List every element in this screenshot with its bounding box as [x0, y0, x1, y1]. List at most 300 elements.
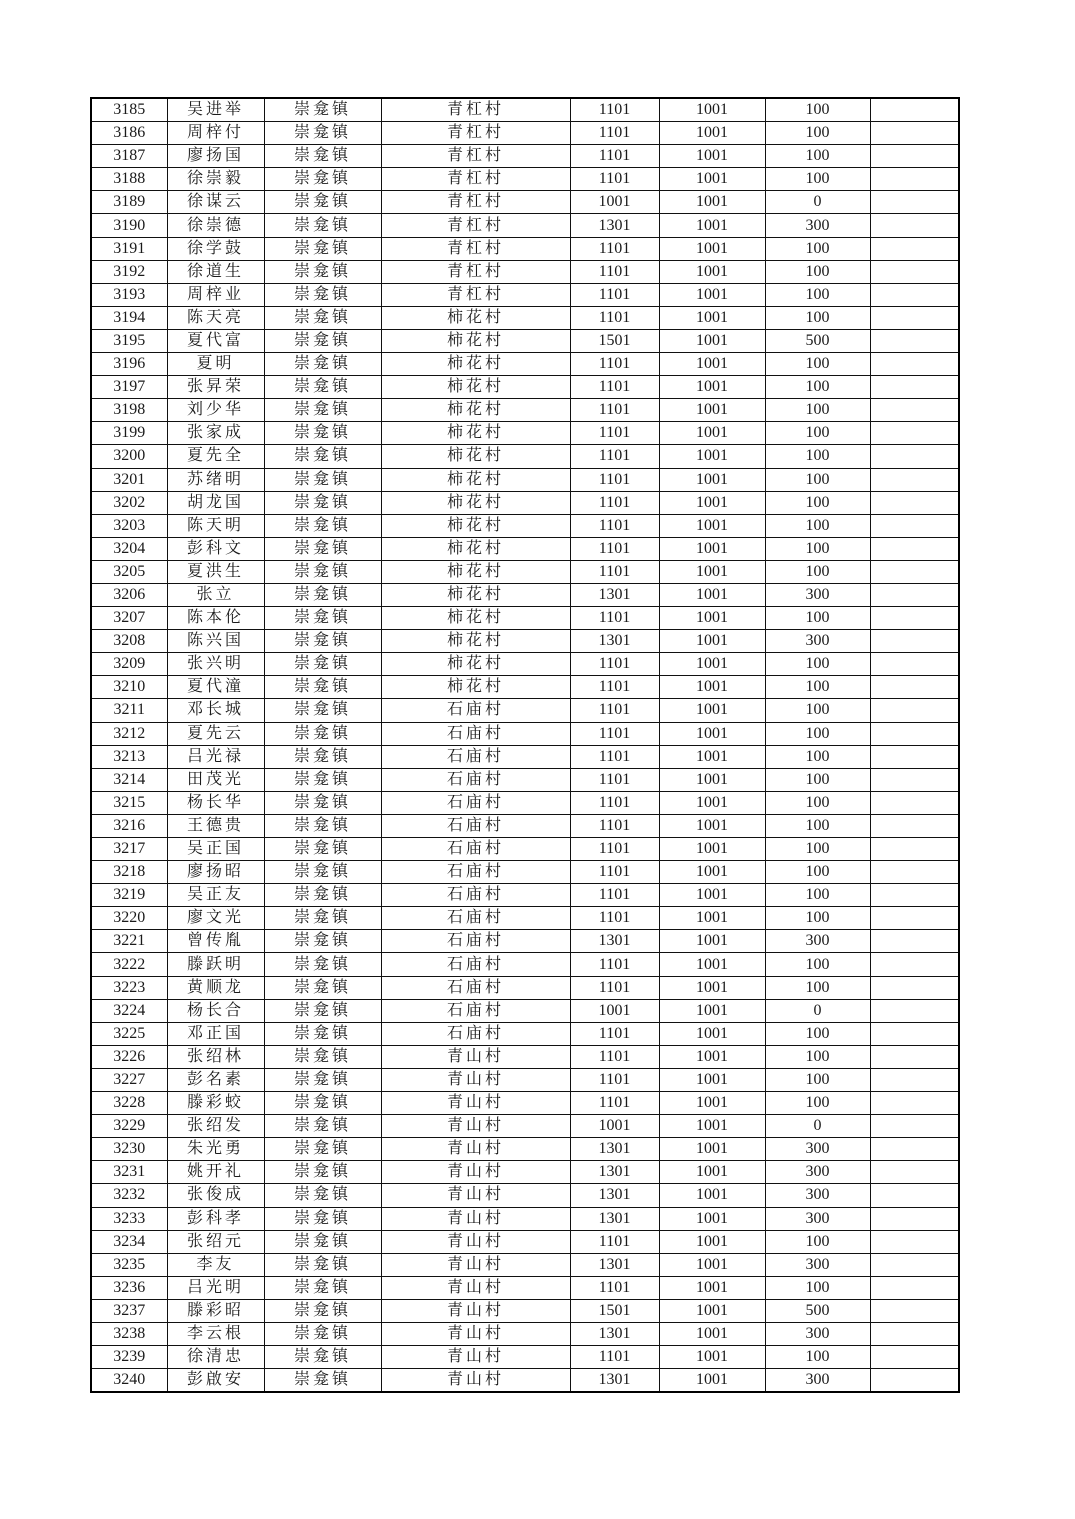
person-name-cell: 张家成: [167, 422, 264, 445]
difference-cell: 100: [765, 560, 870, 583]
value-b-cell: 1001: [659, 376, 765, 399]
row-number-cell: 3196: [91, 353, 167, 376]
table-row: [91, 1068, 959, 1091]
value-a-cell: 1101: [570, 422, 659, 445]
village-cell: 石庙村: [381, 930, 570, 953]
note-cell: [870, 1230, 959, 1253]
difference-cell: 500: [765, 329, 870, 352]
town-cell: 崇龛镇: [264, 376, 381, 399]
value-a-cell: 1501: [570, 1299, 659, 1322]
note-cell: [870, 1322, 959, 1345]
row-number-cell: 3220: [91, 907, 167, 930]
value-a-cell: 1301: [570, 1161, 659, 1184]
value-b-cell: 1001: [659, 1092, 765, 1115]
row-number-cell: 3230: [91, 1138, 167, 1161]
value-b-cell: 1001: [659, 1115, 765, 1138]
value-b-cell: 1001: [659, 560, 765, 583]
note-cell: [870, 1253, 959, 1276]
value-b-cell: 1001: [659, 653, 765, 676]
village-cell: 青山村: [381, 1138, 570, 1161]
note-cell: [870, 260, 959, 283]
village-cell: 青杠村: [381, 98, 570, 122]
table-row: [91, 1138, 959, 1161]
person-name-cell: 朱光勇: [167, 1138, 264, 1161]
value-b-cell: 1001: [659, 237, 765, 260]
row-number-cell: 3224: [91, 999, 167, 1022]
note-cell: [870, 168, 959, 191]
person-name-cell: 徐谋云: [167, 191, 264, 214]
person-name-cell: 陈天明: [167, 514, 264, 537]
person-name-cell: 曾传胤: [167, 930, 264, 953]
person-name-cell: 吕光禄: [167, 745, 264, 768]
value-b-cell: 1001: [659, 861, 765, 884]
difference-cell: 100: [765, 145, 870, 168]
town-cell: 崇龛镇: [264, 98, 381, 122]
value-b-cell: 1001: [659, 768, 765, 791]
town-cell: 崇龛镇: [264, 468, 381, 491]
value-a-cell: 1301: [570, 583, 659, 606]
value-b-cell: 1001: [659, 191, 765, 214]
note-cell: [870, 930, 959, 953]
town-cell: 崇龛镇: [264, 745, 381, 768]
note-cell: [870, 699, 959, 722]
person-name-cell: 刘少华: [167, 399, 264, 422]
value-b-cell: 1001: [659, 468, 765, 491]
difference-cell: 100: [765, 676, 870, 699]
note-cell: [870, 1346, 959, 1369]
difference-cell: 100: [765, 884, 870, 907]
row-number-cell: 3213: [91, 745, 167, 768]
value-a-cell: 1101: [570, 1045, 659, 1068]
note-cell: [870, 1092, 959, 1115]
town-cell: 崇龛镇: [264, 1115, 381, 1138]
value-b-cell: 1001: [659, 699, 765, 722]
town-cell: 崇龛镇: [264, 1299, 381, 1322]
value-a-cell: 1101: [570, 745, 659, 768]
person-name-cell: 滕彩昭: [167, 1299, 264, 1322]
town-cell: 崇龛镇: [264, 353, 381, 376]
value-b-cell: 1001: [659, 676, 765, 699]
person-name-cell: 吴正国: [167, 838, 264, 861]
person-name-cell: 徐学鼓: [167, 237, 264, 260]
note-cell: [870, 1138, 959, 1161]
difference-cell: 300: [765, 583, 870, 606]
difference-cell: 0: [765, 1115, 870, 1138]
town-cell: 崇龛镇: [264, 168, 381, 191]
village-cell: 柿花村: [381, 514, 570, 537]
difference-cell: 100: [765, 306, 870, 329]
difference-cell: 300: [765, 630, 870, 653]
value-a-cell: 1101: [570, 98, 659, 122]
value-a-cell: 1101: [570, 283, 659, 306]
note-cell: [870, 583, 959, 606]
person-name-cell: 邓长城: [167, 699, 264, 722]
value-a-cell: 1101: [570, 676, 659, 699]
value-b-cell: 1001: [659, 1322, 765, 1345]
note-cell: [870, 814, 959, 837]
row-number-cell: 3189: [91, 191, 167, 214]
person-name-cell: 夏先全: [167, 445, 264, 468]
row-number-cell: 3222: [91, 953, 167, 976]
difference-cell: 100: [765, 1230, 870, 1253]
village-cell: 石庙村: [381, 768, 570, 791]
value-a-cell: 1101: [570, 445, 659, 468]
town-cell: 崇龛镇: [264, 422, 381, 445]
difference-cell: 100: [765, 768, 870, 791]
value-b-cell: 1001: [659, 329, 765, 352]
value-a-cell: 1101: [570, 1346, 659, 1369]
value-b-cell: 1001: [659, 1230, 765, 1253]
note-cell: [870, 999, 959, 1022]
person-name-cell: 滕彩蛟: [167, 1092, 264, 1115]
value-a-cell: 1101: [570, 976, 659, 999]
town-cell: 崇龛镇: [264, 537, 381, 560]
row-number-cell: 3231: [91, 1161, 167, 1184]
village-cell: 石庙村: [381, 999, 570, 1022]
town-cell: 崇龛镇: [264, 122, 381, 145]
table-row: [91, 1092, 959, 1115]
row-number-cell: 3211: [91, 699, 167, 722]
person-name-cell: 张绍发: [167, 1115, 264, 1138]
difference-cell: 300: [765, 1369, 870, 1393]
person-name-cell: 夏洪生: [167, 560, 264, 583]
table-row: [91, 630, 959, 653]
village-cell: 柿花村: [381, 353, 570, 376]
difference-cell: 100: [765, 976, 870, 999]
person-name-cell: 陈天亮: [167, 306, 264, 329]
person-name-cell: 彭名素: [167, 1068, 264, 1091]
village-cell: 柿花村: [381, 491, 570, 514]
row-number-cell: 3240: [91, 1369, 167, 1393]
table-row: [91, 1161, 959, 1184]
row-number-cell: 3229: [91, 1115, 167, 1138]
row-number-cell: 3238: [91, 1322, 167, 1345]
note-cell: [870, 1115, 959, 1138]
row-number-cell: 3218: [91, 861, 167, 884]
person-name-cell: 张绍元: [167, 1230, 264, 1253]
value-b-cell: 1001: [659, 607, 765, 630]
village-cell: 柿花村: [381, 607, 570, 630]
town-cell: 崇龛镇: [264, 1230, 381, 1253]
table-row: [91, 1022, 959, 1045]
difference-cell: 100: [765, 953, 870, 976]
person-name-cell: 夏明: [167, 353, 264, 376]
table-row: [91, 1276, 959, 1299]
difference-cell: 300: [765, 1161, 870, 1184]
note-cell: [870, 653, 959, 676]
value-a-cell: 1101: [570, 722, 659, 745]
table-row: [91, 699, 959, 722]
value-b-cell: 1001: [659, 1369, 765, 1393]
value-a-cell: 1101: [570, 1276, 659, 1299]
village-cell: 青山村: [381, 1276, 570, 1299]
difference-cell: 100: [765, 861, 870, 884]
table-row: [91, 1045, 959, 1068]
row-number-cell: 3192: [91, 260, 167, 283]
difference-cell: 0: [765, 999, 870, 1022]
difference-cell: 100: [765, 237, 870, 260]
village-cell: 青山村: [381, 1346, 570, 1369]
value-a-cell: 1301: [570, 1322, 659, 1345]
value-a-cell: 1101: [570, 260, 659, 283]
town-cell: 崇龛镇: [264, 861, 381, 884]
roster-table-body: [91, 98, 959, 1392]
value-b-cell: 1001: [659, 745, 765, 768]
note-cell: [870, 607, 959, 630]
table-row: [91, 468, 959, 491]
village-cell: 石庙村: [381, 1022, 570, 1045]
table-row: [91, 861, 959, 884]
value-b-cell: 1001: [659, 1045, 765, 1068]
value-a-cell: 1301: [570, 1184, 659, 1207]
note-cell: [870, 884, 959, 907]
value-b-cell: 1001: [659, 1253, 765, 1276]
town-cell: 崇龛镇: [264, 953, 381, 976]
table-row: [91, 514, 959, 537]
village-cell: 青杠村: [381, 260, 570, 283]
village-cell: 柿花村: [381, 422, 570, 445]
table-row: [91, 676, 959, 699]
table-row: [91, 260, 959, 283]
town-cell: 崇龛镇: [264, 1184, 381, 1207]
person-name-cell: 杨长华: [167, 791, 264, 814]
difference-cell: 100: [765, 422, 870, 445]
person-name-cell: 廖扬昭: [167, 861, 264, 884]
village-cell: 青山村: [381, 1184, 570, 1207]
value-a-cell: 1101: [570, 838, 659, 861]
person-name-cell: 黄顺龙: [167, 976, 264, 999]
row-number-cell: 3219: [91, 884, 167, 907]
value-b-cell: 1001: [659, 1138, 765, 1161]
town-cell: 崇龛镇: [264, 607, 381, 630]
village-cell: 柿花村: [381, 583, 570, 606]
person-name-cell: 吴正友: [167, 884, 264, 907]
value-b-cell: 1001: [659, 122, 765, 145]
table-row: [91, 1253, 959, 1276]
row-number-cell: 3207: [91, 607, 167, 630]
value-a-cell: 1101: [570, 537, 659, 560]
difference-cell: 100: [765, 745, 870, 768]
note-cell: [870, 1022, 959, 1045]
table-row: [91, 976, 959, 999]
row-number-cell: 3232: [91, 1184, 167, 1207]
village-cell: 柿花村: [381, 653, 570, 676]
difference-cell: 100: [765, 283, 870, 306]
village-cell: 青山村: [381, 1230, 570, 1253]
roster-table: [90, 97, 960, 1393]
row-number-cell: 3194: [91, 306, 167, 329]
village-cell: 柿花村: [381, 376, 570, 399]
note-cell: [870, 399, 959, 422]
note-cell: [870, 1369, 959, 1393]
value-a-cell: 1301: [570, 214, 659, 237]
town-cell: 崇龛镇: [264, 699, 381, 722]
value-a-cell: 1101: [570, 607, 659, 630]
person-name-cell: 彭科文: [167, 537, 264, 560]
difference-cell: 100: [765, 98, 870, 122]
note-cell: [870, 491, 959, 514]
town-cell: 崇龛镇: [264, 1138, 381, 1161]
table-row: [91, 537, 959, 560]
value-a-cell: 1101: [570, 491, 659, 514]
person-name-cell: 夏先云: [167, 722, 264, 745]
town-cell: 崇龛镇: [264, 1322, 381, 1345]
person-name-cell: 徐崇德: [167, 214, 264, 237]
table-row: [91, 884, 959, 907]
table-row: [91, 1184, 959, 1207]
village-cell: 柿花村: [381, 468, 570, 491]
town-cell: 崇龛镇: [264, 1207, 381, 1230]
row-number-cell: 3198: [91, 399, 167, 422]
table-row: [91, 745, 959, 768]
table-row: [91, 953, 959, 976]
note-cell: [870, 191, 959, 214]
town-cell: 崇龛镇: [264, 237, 381, 260]
note-cell: [870, 1068, 959, 1091]
value-b-cell: 1001: [659, 838, 765, 861]
table-row: [91, 491, 959, 514]
difference-cell: 100: [765, 907, 870, 930]
town-cell: 崇龛镇: [264, 722, 381, 745]
town-cell: 崇龛镇: [264, 399, 381, 422]
village-cell: 青山村: [381, 1068, 570, 1091]
note-cell: [870, 98, 959, 122]
town-cell: 崇龛镇: [264, 1346, 381, 1369]
table-row: [91, 283, 959, 306]
town-cell: 崇龛镇: [264, 791, 381, 814]
value-a-cell: 1001: [570, 999, 659, 1022]
person-name-cell: 夏代潼: [167, 676, 264, 699]
difference-cell: 100: [765, 353, 870, 376]
note-cell: [870, 560, 959, 583]
note-cell: [870, 1299, 959, 1322]
value-a-cell: 1101: [570, 699, 659, 722]
town-cell: 崇龛镇: [264, 999, 381, 1022]
table-row: [91, 122, 959, 145]
town-cell: 崇龛镇: [264, 560, 381, 583]
value-a-cell: 1101: [570, 653, 659, 676]
village-cell: 青山村: [381, 1161, 570, 1184]
note-cell: [870, 537, 959, 560]
person-name-cell: 李友: [167, 1253, 264, 1276]
difference-cell: 100: [765, 537, 870, 560]
village-cell: 青山村: [381, 1322, 570, 1345]
table-row: [91, 1207, 959, 1230]
village-cell: 青杠村: [381, 145, 570, 168]
value-b-cell: 1001: [659, 1207, 765, 1230]
value-b-cell: 1001: [659, 399, 765, 422]
person-name-cell: 徐清忠: [167, 1346, 264, 1369]
town-cell: 崇龛镇: [264, 907, 381, 930]
town-cell: 崇龛镇: [264, 1045, 381, 1068]
village-cell: 柿花村: [381, 560, 570, 583]
difference-cell: 100: [765, 491, 870, 514]
value-b-cell: 1001: [659, 791, 765, 814]
person-name-cell: 吴进举: [167, 98, 264, 122]
town-cell: 崇龛镇: [264, 814, 381, 837]
row-number-cell: 3221: [91, 930, 167, 953]
person-name-cell: 陈兴国: [167, 630, 264, 653]
value-b-cell: 1001: [659, 930, 765, 953]
row-number-cell: 3239: [91, 1346, 167, 1369]
table-row: [91, 145, 959, 168]
value-a-cell: 1101: [570, 1230, 659, 1253]
row-number-cell: 3190: [91, 214, 167, 237]
table-row: [91, 168, 959, 191]
person-name-cell: 张立: [167, 583, 264, 606]
value-a-cell: 1101: [570, 768, 659, 791]
note-cell: [870, 214, 959, 237]
value-a-cell: 1101: [570, 884, 659, 907]
note-cell: [870, 791, 959, 814]
value-b-cell: 1001: [659, 953, 765, 976]
town-cell: 崇龛镇: [264, 514, 381, 537]
row-number-cell: 3205: [91, 560, 167, 583]
value-a-cell: 1101: [570, 468, 659, 491]
value-a-cell: 1101: [570, 1022, 659, 1045]
note-cell: [870, 1161, 959, 1184]
difference-cell: 100: [765, 1022, 870, 1045]
person-name-cell: 邓正国: [167, 1022, 264, 1045]
town-cell: 崇龛镇: [264, 676, 381, 699]
town-cell: 崇龛镇: [264, 260, 381, 283]
value-b-cell: 1001: [659, 260, 765, 283]
value-a-cell: 1101: [570, 560, 659, 583]
town-cell: 崇龛镇: [264, 976, 381, 999]
town-cell: 崇龛镇: [264, 283, 381, 306]
person-name-cell: 吕光明: [167, 1276, 264, 1299]
note-cell: [870, 283, 959, 306]
row-number-cell: 3188: [91, 168, 167, 191]
difference-cell: 100: [765, 814, 870, 837]
table-row: [91, 329, 959, 352]
value-b-cell: 1001: [659, 353, 765, 376]
table-row: [91, 237, 959, 260]
village-cell: 柿花村: [381, 537, 570, 560]
value-b-cell: 1001: [659, 214, 765, 237]
row-number-cell: 3216: [91, 814, 167, 837]
row-number-cell: 3201: [91, 468, 167, 491]
difference-cell: 100: [765, 1045, 870, 1068]
town-cell: 崇龛镇: [264, 1161, 381, 1184]
difference-cell: 100: [765, 722, 870, 745]
difference-cell: 100: [765, 1276, 870, 1299]
value-a-cell: 1101: [570, 399, 659, 422]
table-row: [91, 838, 959, 861]
village-cell: 石庙村: [381, 838, 570, 861]
difference-cell: 0: [765, 191, 870, 214]
difference-cell: 100: [765, 1068, 870, 1091]
village-cell: 青山村: [381, 1115, 570, 1138]
village-cell: 青山村: [381, 1253, 570, 1276]
note-cell: [870, 838, 959, 861]
row-number-cell: 3226: [91, 1045, 167, 1068]
note-cell: [870, 907, 959, 930]
note-cell: [870, 145, 959, 168]
village-cell: 柿花村: [381, 306, 570, 329]
value-a-cell: 1101: [570, 122, 659, 145]
value-a-cell: 1101: [570, 376, 659, 399]
note-cell: [870, 237, 959, 260]
row-number-cell: 3236: [91, 1276, 167, 1299]
value-b-cell: 1001: [659, 168, 765, 191]
value-b-cell: 1001: [659, 907, 765, 930]
village-cell: 青杠村: [381, 122, 570, 145]
value-b-cell: 1001: [659, 514, 765, 537]
difference-cell: 500: [765, 1299, 870, 1322]
village-cell: 石庙村: [381, 907, 570, 930]
village-cell: 柿花村: [381, 399, 570, 422]
